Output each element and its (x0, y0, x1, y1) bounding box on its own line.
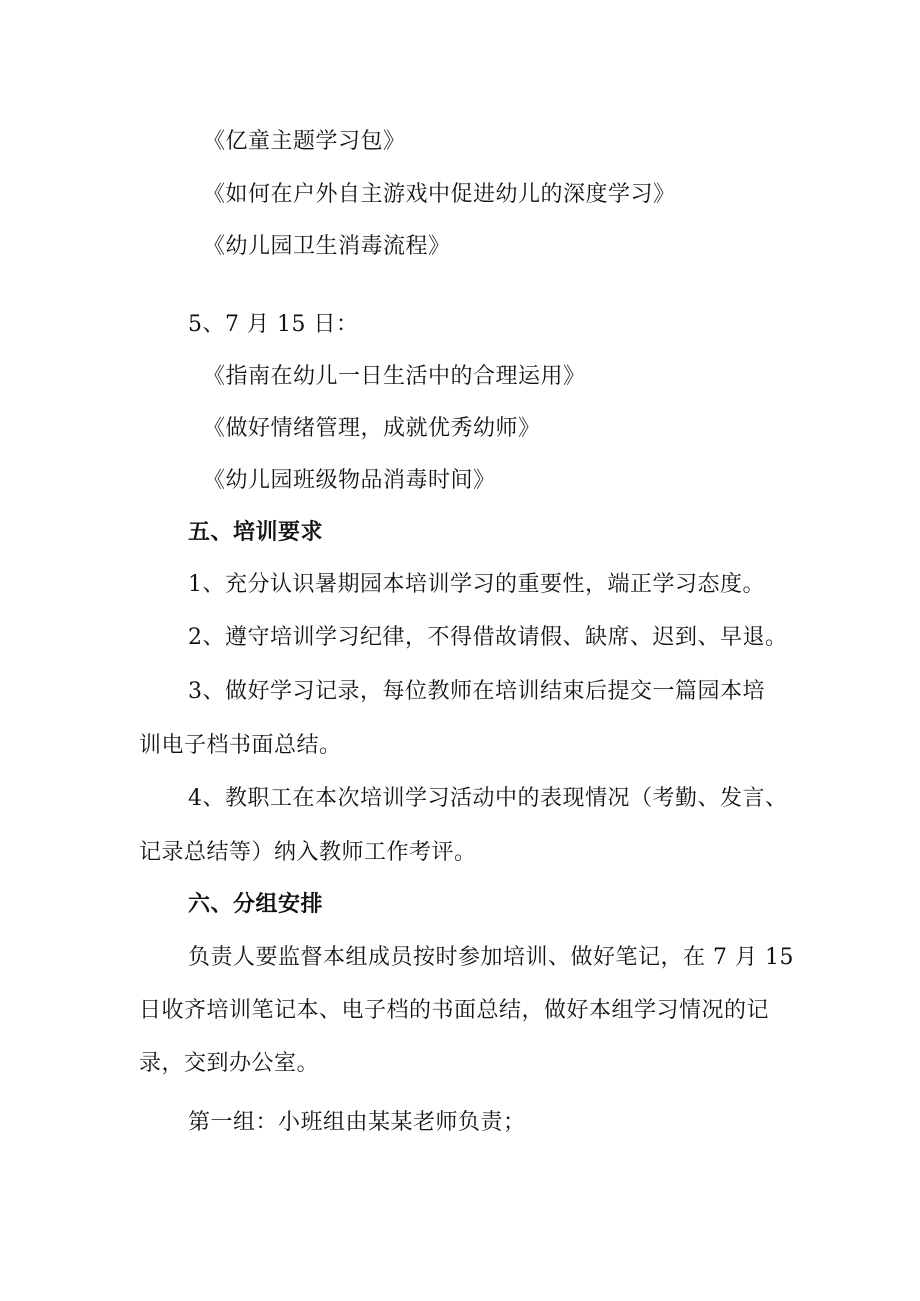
requirement-4-line-1: 4、教职工在本次培训学习活动中的表现情况（考勤、发言、 (188, 786, 788, 811)
book-title-6: 《幼儿园班级物品消毒时间》 (203, 468, 496, 493)
group-paragraph-line-3: 录，交到办公室。 (139, 1051, 320, 1076)
book-title-4: 《指南在幼儿一日生活中的合理运用》 (203, 364, 586, 389)
book-title-1: 《亿童主题学习包》 (203, 129, 406, 154)
group-paragraph-line-2: 日收齐培训笔记本、电子档的书面总结，做好本组学习情况的记 (139, 998, 770, 1023)
section-heading-training-requirements: 五、培训要求 (188, 520, 324, 545)
item-5-label: 5、7 月 15 日： (188, 312, 359, 337)
group-paragraph-line-1: 负责人要监督本组成员按时参加培训、做好笔记，在 7 月 15 (188, 945, 794, 970)
requirement-3-line-1: 3、做好学习记录，每位教师在培训结束后提交一篇园本培 (188, 679, 765, 704)
book-title-3: 《幼儿园卫生消毒流程》 (203, 234, 451, 259)
requirement-4-line-2: 记录总结等）纳入教师工作考评。 (139, 840, 477, 865)
section-heading-group-arrangement: 六、分组安排 (188, 892, 324, 917)
group-1-assignment: 第一组：小班组由某某老师负责； (188, 1110, 526, 1135)
book-title-5: 《做好情绪管理，成就优秀幼师》 (203, 416, 541, 441)
requirement-3-line-2: 训电子档书面总结。 (139, 733, 342, 758)
requirement-1: 1、充分认识暑期园本培训学习的重要性，端正学习态度。 (188, 572, 765, 597)
book-title-2: 《如何在户外自主游戏中促进幼儿的深度学习》 (203, 182, 676, 207)
requirement-2: 2、遵守培训学习纪律，不得借故请假、缺席、迟到、早退。 (188, 625, 788, 650)
